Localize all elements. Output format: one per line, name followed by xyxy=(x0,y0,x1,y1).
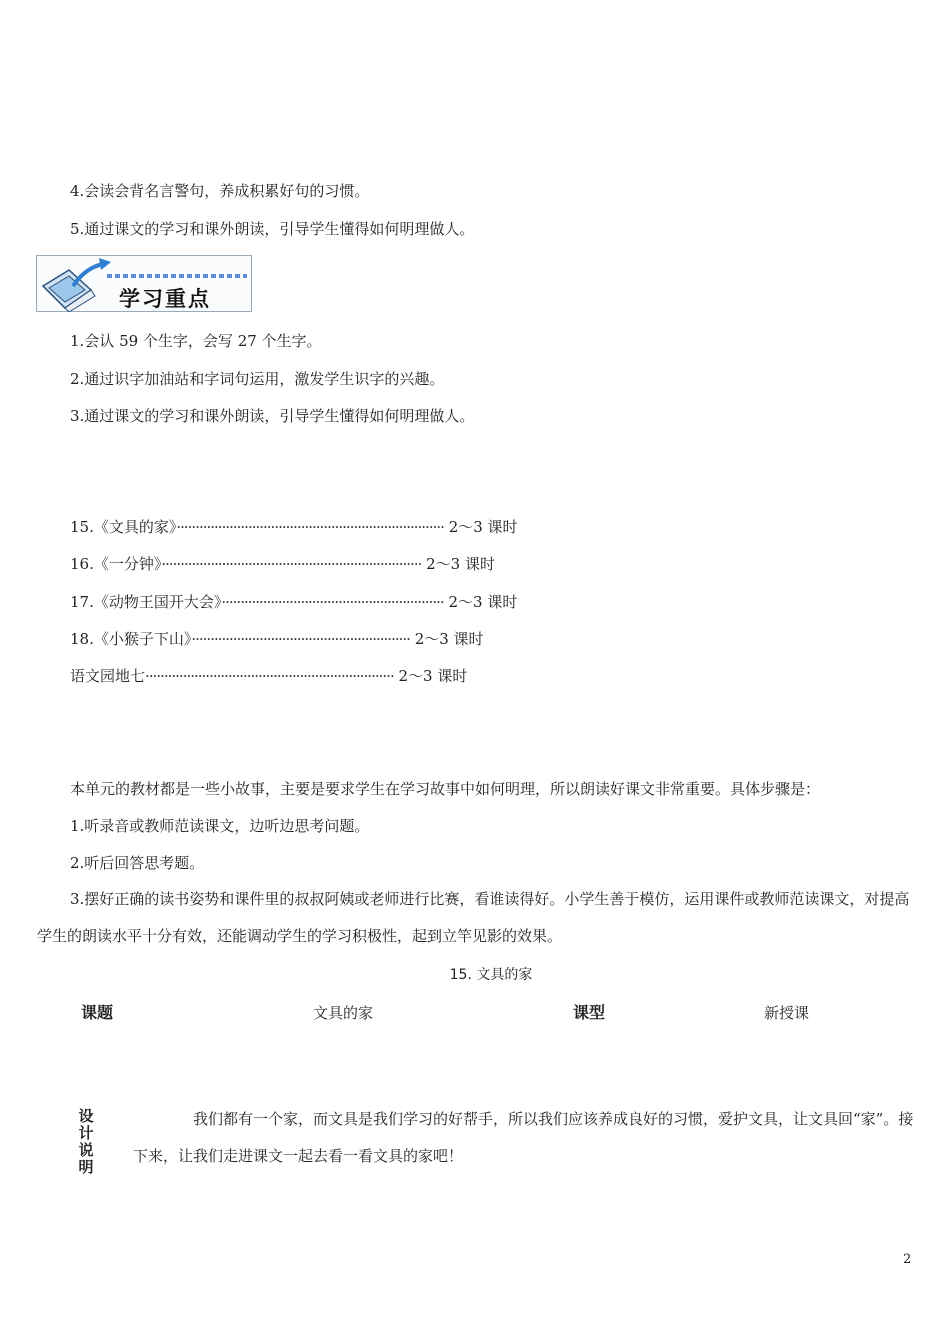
method-step-3: 3.摆好正确的读书姿势和课件里的叔叔阿姨或老师进行比赛，看谁读得好。小学生善于模仿，运用课件或教师范读课文，对提高学生的朗读水平十分有效，还能调动学生的学习积极性，起到立竿见影的效果。 xyxy=(37,890,910,945)
design-label xyxy=(77,1108,95,1176)
method-intro: 本单元的教材都是一些小故事，主要是要求学生在学习故事中如何明理，所以朗读好课文非常重要。具体步骤是： xyxy=(70,780,821,798)
design-label-char: 计 xyxy=(78,1124,94,1142)
schedule-hours: 2～3 课时 xyxy=(448,518,518,536)
schedule-hours: 2～3 课时 xyxy=(426,555,495,573)
topic-label: 课题 xyxy=(81,1003,114,1022)
focus-item-2: 2.通过识字加油站和字词句运用，激发学生识字的兴趣。 xyxy=(70,370,445,388)
schedule-hours: 2～3 课时 xyxy=(414,630,484,648)
lesson-heading: 15. 文具的家 xyxy=(449,967,533,983)
schedule-row xyxy=(70,629,484,649)
method-step-1: 1.听录音或教师范读课文，边听边思考问题。 xyxy=(70,817,370,835)
design-label-char: 设 xyxy=(78,1107,94,1125)
schedule-row xyxy=(70,592,517,612)
schedule-hours: 2～3 课时 xyxy=(398,667,468,685)
schedule-dots: ··························································· xyxy=(221,593,444,611)
schedule-lesson: 17.《动物王国开大会》 xyxy=(70,593,222,611)
schedule-hours: 2～3 课时 xyxy=(448,593,518,611)
goal-item-5: 5.通过课文的学习和课外朗读，引导学生懂得如何明理做人。 xyxy=(70,220,475,238)
focus-section-title: 学习重点 xyxy=(119,287,211,311)
focus-item-1: 1.会认 59 个生字，会写 27 个生字。 xyxy=(70,332,322,350)
schedule-row xyxy=(70,554,495,574)
page-number: 2 xyxy=(903,1252,912,1267)
design-label-char: 明 xyxy=(78,1158,94,1176)
type-value: 新授课 xyxy=(764,1004,810,1022)
method-step-2: 2.听后回答思考题。 xyxy=(70,854,205,872)
schedule-lesson: 16.《一分钟》 xyxy=(70,555,162,573)
schedule-dots: ·························································· xyxy=(191,630,410,648)
schedule-row xyxy=(70,666,467,686)
book-arrow-icon xyxy=(39,256,119,312)
schedule-dots: ····································································· xyxy=(161,555,422,573)
schedule-dots: ······································································· xyxy=(176,518,444,536)
schedule-lesson: 18.《小猴子下山》 xyxy=(70,630,192,648)
focus-section-badge xyxy=(36,255,252,312)
schedule-dots: ·································································· xyxy=(145,667,394,685)
topic-value: 文具的家 xyxy=(313,1004,374,1022)
design-label-char: 说 xyxy=(78,1141,94,1159)
design-text: 我们都有一个家，而文具是我们学习的好帮手，所以我们应该养成良好的习惯，爱护文具，让文具回“家”。接下来，让我们走进课文一起去看一看文具的家吧！ xyxy=(133,1110,914,1165)
schedule-lesson: 语文园地七 xyxy=(70,667,146,685)
schedule-row xyxy=(70,517,518,537)
focus-item-3: 3.通过课文的学习和课外朗读，引导学生懂得如何明理做人。 xyxy=(70,407,475,425)
goal-item-4: 4.会读会背名言警句，养成积累好句的习惯。 xyxy=(70,182,370,200)
badge-dotted-line xyxy=(107,274,247,278)
type-label: 课型 xyxy=(573,1003,606,1022)
schedule-lesson: 15.《文具的家》 xyxy=(70,518,177,536)
